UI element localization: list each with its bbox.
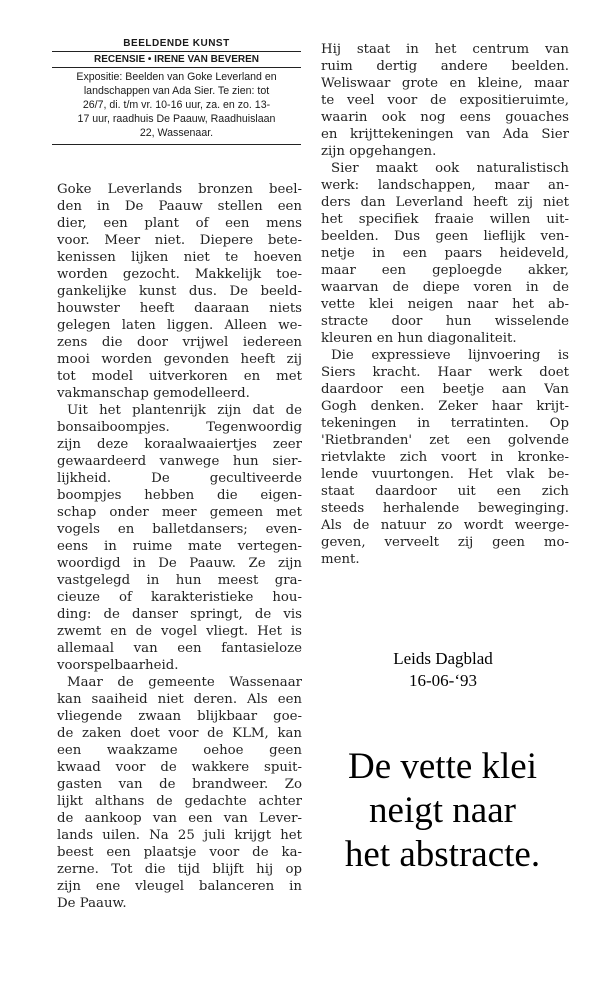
pull-quote-line: het abstracte. <box>344 834 541 875</box>
text-line: netje in een paars heideveld, <box>321 246 569 261</box>
text-line: mooi worden gevonden heeft zij <box>57 352 302 367</box>
publication-date <box>353 670 533 692</box>
text-line: Weliswaar grote en kleine, maar <box>321 76 569 91</box>
text-line: Goke Leverlands bronzen beel- <box>57 182 302 197</box>
pull-quote <box>320 745 565 877</box>
text-line: zijn deze koraalwaaiertjes zeer <box>57 437 302 452</box>
text-line: worden gezocht. Makkelijk toe- <box>57 267 302 282</box>
text-line: maar een geploegde akker, <box>321 263 569 278</box>
text-line: zijn opgehangen. <box>321 144 437 159</box>
info-line: landschappen van Ada Sier. Te zien: tot <box>83 85 270 97</box>
text-line: zijn ene vleugel balanceren in <box>57 879 302 894</box>
text-line: een waakzame oehoe geen <box>57 743 302 758</box>
text-line: rietvlakte zich voort in kronke- <box>321 450 569 465</box>
text-line: en krijttekeningen van Ada Sier <box>321 127 569 142</box>
text-line: dier, een plant of een mens <box>57 216 302 231</box>
text-line: 'Rietbranden' zet een golvende <box>321 433 569 448</box>
text-line: gelegen laten liggen. Alleen we- <box>57 318 302 333</box>
text-line: vette klei neigen naar het ab- <box>321 297 569 312</box>
text-line: de aankoop van een van Lever- <box>57 811 302 826</box>
text-line: den in De Paauw stellen een <box>57 199 302 214</box>
text-line: vogels en balletdansers; even- <box>57 522 302 537</box>
text-line: Uit het plantenrijk zijn dat de <box>67 403 302 418</box>
text-line: zwemt en de vogel vliegt. Het is <box>57 624 302 639</box>
text-line: beest een plaatsje voor de ka- <box>57 845 302 860</box>
text-line: eens in ruime mate vertegen- <box>57 539 302 554</box>
pull-quote-line: neigt naar <box>369 790 516 831</box>
text-line: voor. Meer niet. Diepere bete- <box>57 233 302 248</box>
pull-quote-line: De vette klei <box>347 746 538 787</box>
text-line: schap onder meer gemeen met <box>57 505 302 520</box>
text-line: ders dan Leverland heeft zij niet <box>321 195 569 210</box>
text-line: beelden. Dus geen lieflijk ven- <box>321 229 569 244</box>
text-line: Maar de gemeente Wassenaar <box>67 675 302 690</box>
text-line: bonsaiboompjes. Tegenwoordig <box>57 420 302 435</box>
newspaper-name: Leids Dagblad <box>393 649 493 668</box>
text-line: steeds herhalende beweginging. <box>321 501 569 516</box>
info-line: 17 uur, raadhuis De Paauw, Raadhuislaan <box>77 113 276 125</box>
text-line: Siers kracht. Haar werk doet <box>321 365 569 380</box>
text-line: kwaad voor de wakkere spuit- <box>57 760 302 775</box>
text-line: werk: landschappen, maar an- <box>321 178 569 193</box>
text-line: cieuze of karakteristieke hou- <box>57 590 302 605</box>
text-line: Als de natuur zo wordt weerge- <box>321 518 569 533</box>
exhibition-info <box>52 67 301 140</box>
text-line: staat daardoor uit een zich <box>321 484 569 499</box>
text-line: kleuren en hun diagonaliteit. <box>321 331 517 346</box>
date-suffix: ‘93 <box>454 671 477 690</box>
text-line: waarin ook nog eens gouaches <box>321 110 569 125</box>
text-line: lijkheid. De gecultiveerde <box>57 471 302 486</box>
text-line: Hij staat in het centrum van <box>321 42 569 57</box>
text-line: de zaken doet voor de KLM, kan <box>57 726 302 741</box>
text-line: De Paauw. <box>57 896 127 911</box>
source-citation <box>353 648 533 692</box>
text-line: daardoor een beetje aan Van <box>321 382 569 397</box>
text-line: Sier maakt ook naturalistisch <box>331 161 569 176</box>
article-column-right <box>321 41 569 568</box>
text-line: waarvan de diepe voren in de <box>321 280 569 295</box>
text-line: gewaardeerd vanwege hun sier- <box>57 454 302 469</box>
article-header <box>52 38 301 145</box>
text-line: allemaal van een fantasieloze <box>57 641 302 656</box>
text-line: tekeningen in terratinten. Op <box>321 416 569 431</box>
header-divider <box>52 144 301 145</box>
text-line: te veel voor de expositieruimte, <box>321 93 569 108</box>
text-line: zerne. Tot die tijd blijft hij op <box>57 862 302 877</box>
text-line: geven, verveelt zij geen mo- <box>321 535 569 550</box>
text-line: ding: de danser springt, de vis <box>57 607 302 622</box>
info-line: Expositie: Beelden van Goke Leverland en <box>76 71 277 83</box>
text-line: vakmanschap gemodelleerd. <box>57 386 250 401</box>
info-line: 22, Wassenaar. <box>139 127 214 139</box>
text-line: lijkt althans de gedachte achter <box>57 794 302 809</box>
text-line: vliegende zwaan blijkbaar goe- <box>57 709 302 724</box>
text-line: gankelijke kunst dus. De beeld- <box>57 284 302 299</box>
text-line: het specifiek fraaie willen uit- <box>321 212 569 227</box>
text-line: zens die door vrijwel iedereen <box>57 335 302 350</box>
info-line: 26/7, di. t/m vr. 10-16 uur, za. en zo. 13- <box>82 99 271 111</box>
text-line: woordigd in De Paauw. Ze zijn <box>57 556 302 571</box>
text-line: lende vuurtongen. Het vlak be- <box>321 467 569 482</box>
text-line: ruim dertig andere beelden. <box>321 59 569 74</box>
text-line: Gogh denken. Zeker haar krijt- <box>321 399 569 414</box>
text-line: ment. <box>321 552 360 567</box>
text-line: tot model uitverkoren en met <box>57 369 302 384</box>
text-line: stracte door hun wisselende <box>321 314 569 329</box>
section-title: BEELDENDE KUNST <box>123 38 230 49</box>
byline: RECENSIE • IRENE VAN BEVEREN <box>52 51 301 67</box>
text-line: kenissen lijken niet te hoeven <box>57 250 302 265</box>
text-line: houwster heeft daaraan niets <box>57 301 302 316</box>
text-line: lands uilen. Na 25 juli krijgt het <box>57 828 302 843</box>
text-line: vastgelegd in hun meest gra- <box>57 573 302 588</box>
text-line: kan saaiheid niet deren. Als een <box>57 692 302 707</box>
text-line: gasten van de brandweer. Zo <box>57 777 302 792</box>
text-line: voorspelbaarheid. <box>57 658 179 673</box>
text-line: boompjes hebben die eigen- <box>57 488 302 503</box>
text-line: Die expressieve lijnvoering is <box>331 348 569 363</box>
article-column-left <box>57 181 302 912</box>
date-prefix: 16-06- <box>409 671 455 690</box>
